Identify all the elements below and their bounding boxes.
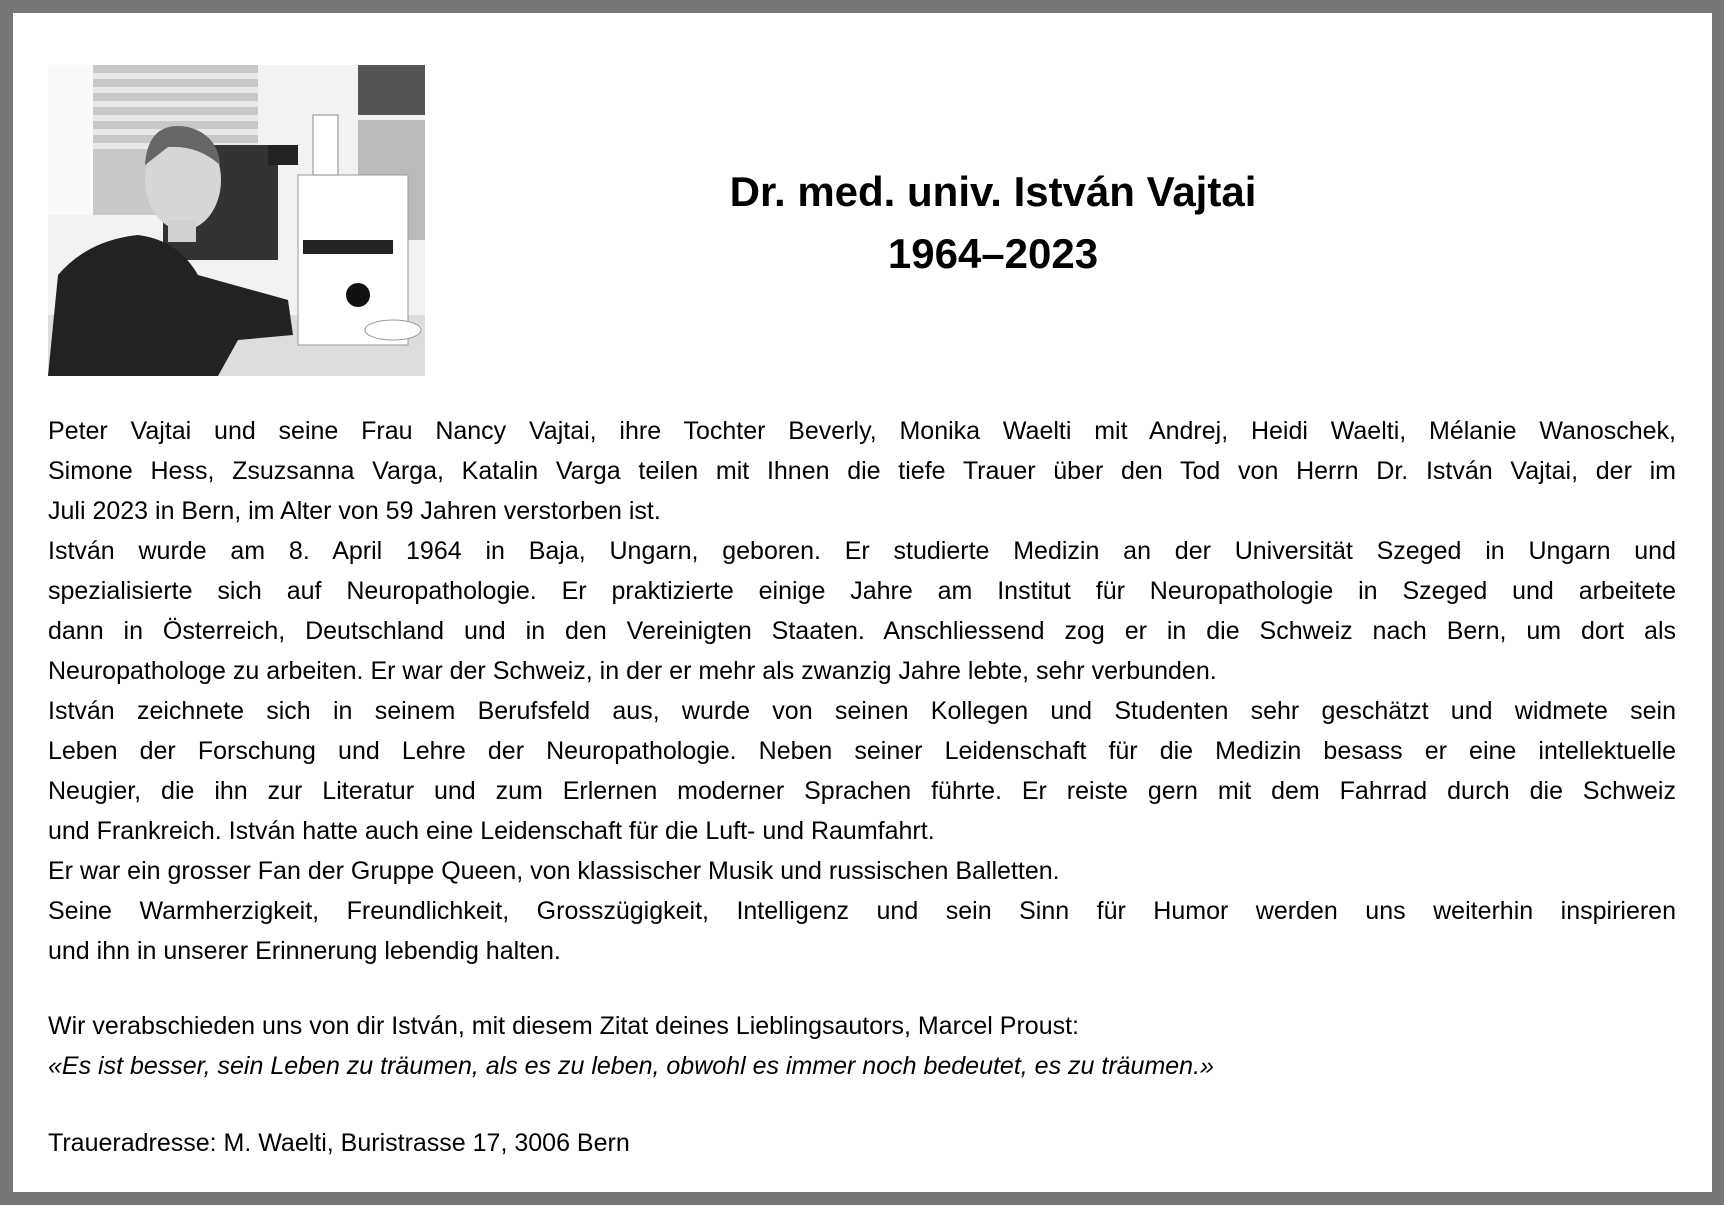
life-years: 1964–2023 — [887, 230, 1099, 277]
text-line: Seine Warmherzigkeit, Freundlichkeit, Grosszügigkeit, Intelligenz und sein Sinn für Humor werden uns weiterhin inspirieren — [48, 897, 1676, 925]
text-line: Peter Vajtai und seine Frau Nancy Vajtai, ihre Tochter Beverly, Monika Waelti mit Andrej, Heidi Waelti, Mélanie Wanoschek, — [48, 417, 1676, 445]
text-line: István zeichnete sich in seinem Berufsfeld aus, wurde von seinen Kollegen und Studenten sehr geschätzt und widmete sein — [48, 697, 1676, 725]
text-line: Er war ein grosser Fan der Gruppe Queen, von klassischer Musik und russischen Balletten. — [48, 857, 1060, 885]
text-line: Neuropathologe zu arbeiten. Er war der Schweiz, in der er mehr als zwanzig Jahre lebte, sehr verbunden. — [48, 657, 1217, 685]
text-line: Juli 2023 in Bern, im Alter von 59 Jahren verstorben ist. — [48, 497, 661, 525]
text-line: und ihn in unserer Erinnerung lebendig halten. — [48, 937, 561, 965]
text-line: Neugier, die ihn zur Literatur und zum Erlernen moderner Sprachen führte. Er reiste gern mit dem Fahrrad durch die Schweiz — [48, 777, 1676, 805]
portrait-photo — [48, 65, 425, 376]
address-text: Traueradresse: M. Waelti, Buristrasse 17, 3006 Bern — [48, 1129, 630, 1157]
portrait-photo-icon — [48, 65, 425, 376]
obituary-text — [48, 411, 1676, 971]
text-line: dann in Österreich, Deutschland und in den Vereinigten Staaten. Anschliessend zog er in die Schweiz nach Bern, um dort als — [48, 617, 1676, 645]
text-line: spezialisierte sich auf Neuropathologie. Er praktizierte einige Jahre am Institut für Neuropathologie in Szeged und arbeitete — [48, 577, 1676, 605]
text-line: Simone Hess, Zsuzsanna Varga, Katalin Varga teilen mit Ihnen die tiefe Trauer über den Tod von Herrn Dr. István Vajtai, der im — [48, 457, 1676, 485]
farewell — [48, 1006, 1676, 1086]
obituary-page — [13, 13, 1712, 1192]
text-line: Leben der Forschung und Lehre der Neuropathologie. Neben seiner Leidenschaft für die Medizin besass er eine intellektuelle — [48, 737, 1676, 765]
text-line: und Frankreich. István hatte auch eine Leidenschaft für die Luft- und Raumfahrt. — [48, 817, 935, 845]
deceased-name: Dr. med. univ. István Vajtai — [729, 168, 1257, 215]
mourning-address — [48, 1123, 1676, 1163]
farewell-intro: Wir verabschieden uns von dir István, mit diesem Zitat deines Lieblingsautors, Marcel Proust: — [48, 1012, 1080, 1040]
proust-quote: «Es ist besser, sein Leben zu träumen, als es zu leben, obwohl es immer noch bedeutet, es zu träumen.» — [48, 1052, 1214, 1080]
text-line: István wurde am 8. April 1964 in Baja, Ungarn, geboren. Er studierte Medizin an der Universität Szeged in Ungarn und — [48, 537, 1676, 565]
